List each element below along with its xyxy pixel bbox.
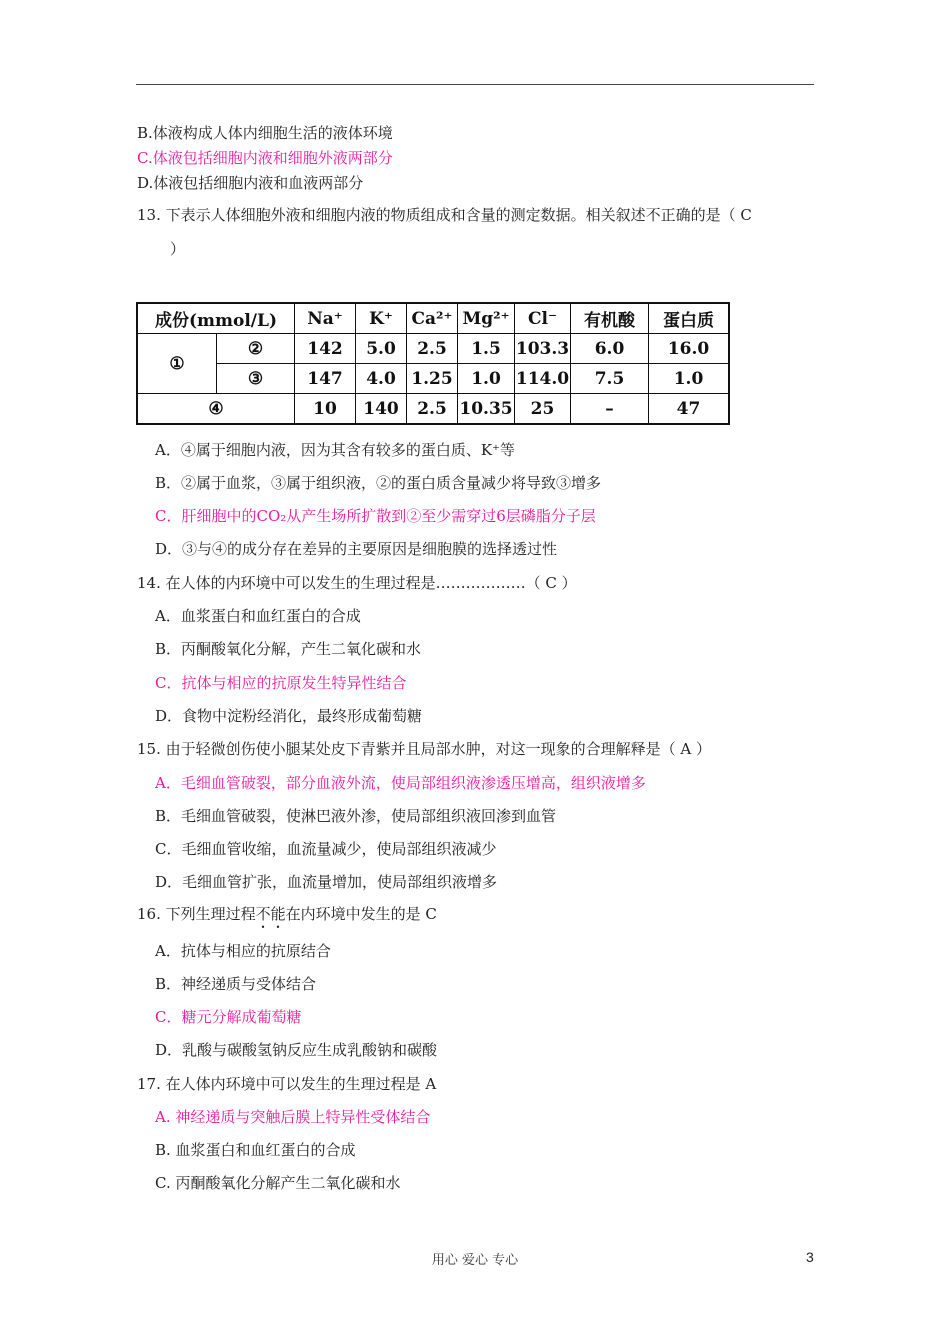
- question-17: 17. 在人体内环境中可以发生的生理过程是 A: [137, 1075, 437, 1093]
- q13-option-b: B．②属于血浆，③属于组织液，②的蛋白质含量减少将导致③增多: [155, 474, 602, 492]
- page-number: 3: [806, 1249, 814, 1265]
- table-cell: 2.5: [407, 334, 458, 364]
- table-cell: 47: [649, 394, 730, 425]
- table-cell: 2.5: [407, 394, 458, 425]
- table-header-cell: 有机酸: [571, 303, 649, 334]
- question-16-lead: 16. 下列生理过程: [137, 905, 256, 923]
- q14-option-d: D．食物中淀粉经消化，最终形成葡萄糖: [155, 707, 423, 725]
- table-header-cell: K⁺: [356, 303, 407, 334]
- q15-option-c: C．毛细血管收缩，血流量减少，使局部组织液减少: [155, 840, 497, 858]
- table-cell: 10: [295, 394, 356, 425]
- q17-option-b: B. 血浆蛋白和血红蛋白的合成: [155, 1141, 356, 1159]
- table-cell: 103.3: [515, 334, 571, 364]
- question-16: [137, 904, 437, 932]
- table-cell: 25: [515, 394, 571, 425]
- q16-option-d: D．乳酸与碳酸氢钠反应生成乳酸钠和碳酸: [155, 1041, 438, 1059]
- table-row: [137, 334, 729, 364]
- q13-option-a: A．④属于细胞内液，因为其含有较多的蛋白质、K⁺等: [155, 441, 515, 459]
- table-cell: 6.0: [571, 334, 649, 364]
- composition-table: [136, 302, 730, 425]
- q13-option-d: D．③与④的成分存在差异的主要原因是细胞膜的选择透过性: [155, 540, 558, 558]
- table-cell: 10.35: [458, 394, 515, 425]
- table-cell: ④: [137, 394, 295, 425]
- page-footer: 用心 爱心 专心: [431, 1253, 519, 1268]
- q14-option-b: B．丙酮酸氧化分解，产生二氧化碳和水: [155, 640, 422, 658]
- q14-option-c-answer: C．抗体与相应的抗原发生特异性结合: [155, 674, 407, 692]
- q16-option-a: A．抗体与相应的抗原结合: [155, 942, 331, 960]
- q14-option-a: A．血浆蛋白和血红蛋白的合成: [155, 607, 361, 625]
- table-cell: 5.0: [356, 334, 407, 364]
- option-c-answer: C.体液包括细胞内液和细胞外液两部分: [137, 149, 393, 167]
- table-cell: 114.0: [515, 364, 571, 394]
- table-cell: 142: [295, 334, 356, 364]
- table-cell: 1.25: [407, 364, 458, 394]
- question-13: 13. 下表示人体细胞外液和细胞内液的物质组成和含量的测定数据。相关叙述不正确的是（ C: [137, 206, 752, 224]
- q16-option-b: B．神经递质与受体结合: [155, 975, 317, 993]
- table-cell: 1.0: [458, 364, 515, 394]
- question-13-close: ）: [170, 240, 186, 258]
- table-cell: 147: [295, 364, 356, 394]
- q15-option-b: B．毛细血管破裂，使淋巴液外渗，使局部组织液回渗到血管: [155, 807, 557, 825]
- question-14: 14. 在人体的内环境中可以发生的生理过程是………………（ C ）: [137, 574, 577, 592]
- table-header-cell: 蛋白质: [649, 303, 730, 334]
- q15-option-a-answer: A．毛细血管破裂，部分血液外流，使局部组织液渗透压增高，组织液增多: [155, 774, 646, 792]
- table-cell: –: [571, 394, 649, 425]
- table-cell: ②: [217, 334, 295, 364]
- table-row: [137, 364, 729, 394]
- table-row: [137, 394, 729, 425]
- table-header-cell: Cl⁻: [515, 303, 571, 334]
- table-cell: ③: [217, 364, 295, 394]
- q13-option-c-answer: C．肝细胞中的CO₂从产生场所扩散到②至少需穿过6层磷脂分子层: [155, 507, 596, 525]
- header-rule: [136, 84, 814, 85]
- q15-option-d: D．毛细血管扩张，血流量增加，使局部组织液增多: [155, 873, 498, 891]
- table-cell: 4.0: [356, 364, 407, 394]
- table-header-cell: 成份(mmol/L): [137, 303, 295, 334]
- option-b: B.体液构成人体内细胞生活的液体环境: [137, 124, 393, 142]
- q17-option-c: C. 丙酮酸氧化分解产生二氧化碳和水: [155, 1174, 401, 1192]
- table-cell: 7.5: [571, 364, 649, 394]
- question-15: 15. 由于轻微创伤使小腿某处皮下青紫并且局部水肿，对这一现象的合理解释是（ A ）: [137, 740, 711, 758]
- table-cell: 1.0: [649, 364, 730, 394]
- option-d: D.体液包括细胞内液和血液两部分: [137, 174, 364, 192]
- question-16-tail: 在内环境中发生的是 C: [285, 905, 437, 923]
- table-header-cell: Na⁺: [295, 303, 356, 334]
- table-header-cell: Mg²⁺: [458, 303, 515, 334]
- table-header-row: [137, 303, 729, 334]
- table-cell: 16.0: [649, 334, 730, 364]
- q16-option-c-answer: C．糖元分解成葡萄糖: [155, 1008, 302, 1026]
- table-cell: 1.5: [458, 334, 515, 364]
- question-16-emphasis: 不能: [255, 905, 286, 923]
- table-cell: 140: [356, 394, 407, 425]
- q17-option-a-answer: A. 神经递质与突触后膜上特异性受体结合: [155, 1108, 431, 1126]
- table-group-cell: ①: [137, 334, 217, 394]
- table-header-cell: Ca²⁺: [407, 303, 458, 334]
